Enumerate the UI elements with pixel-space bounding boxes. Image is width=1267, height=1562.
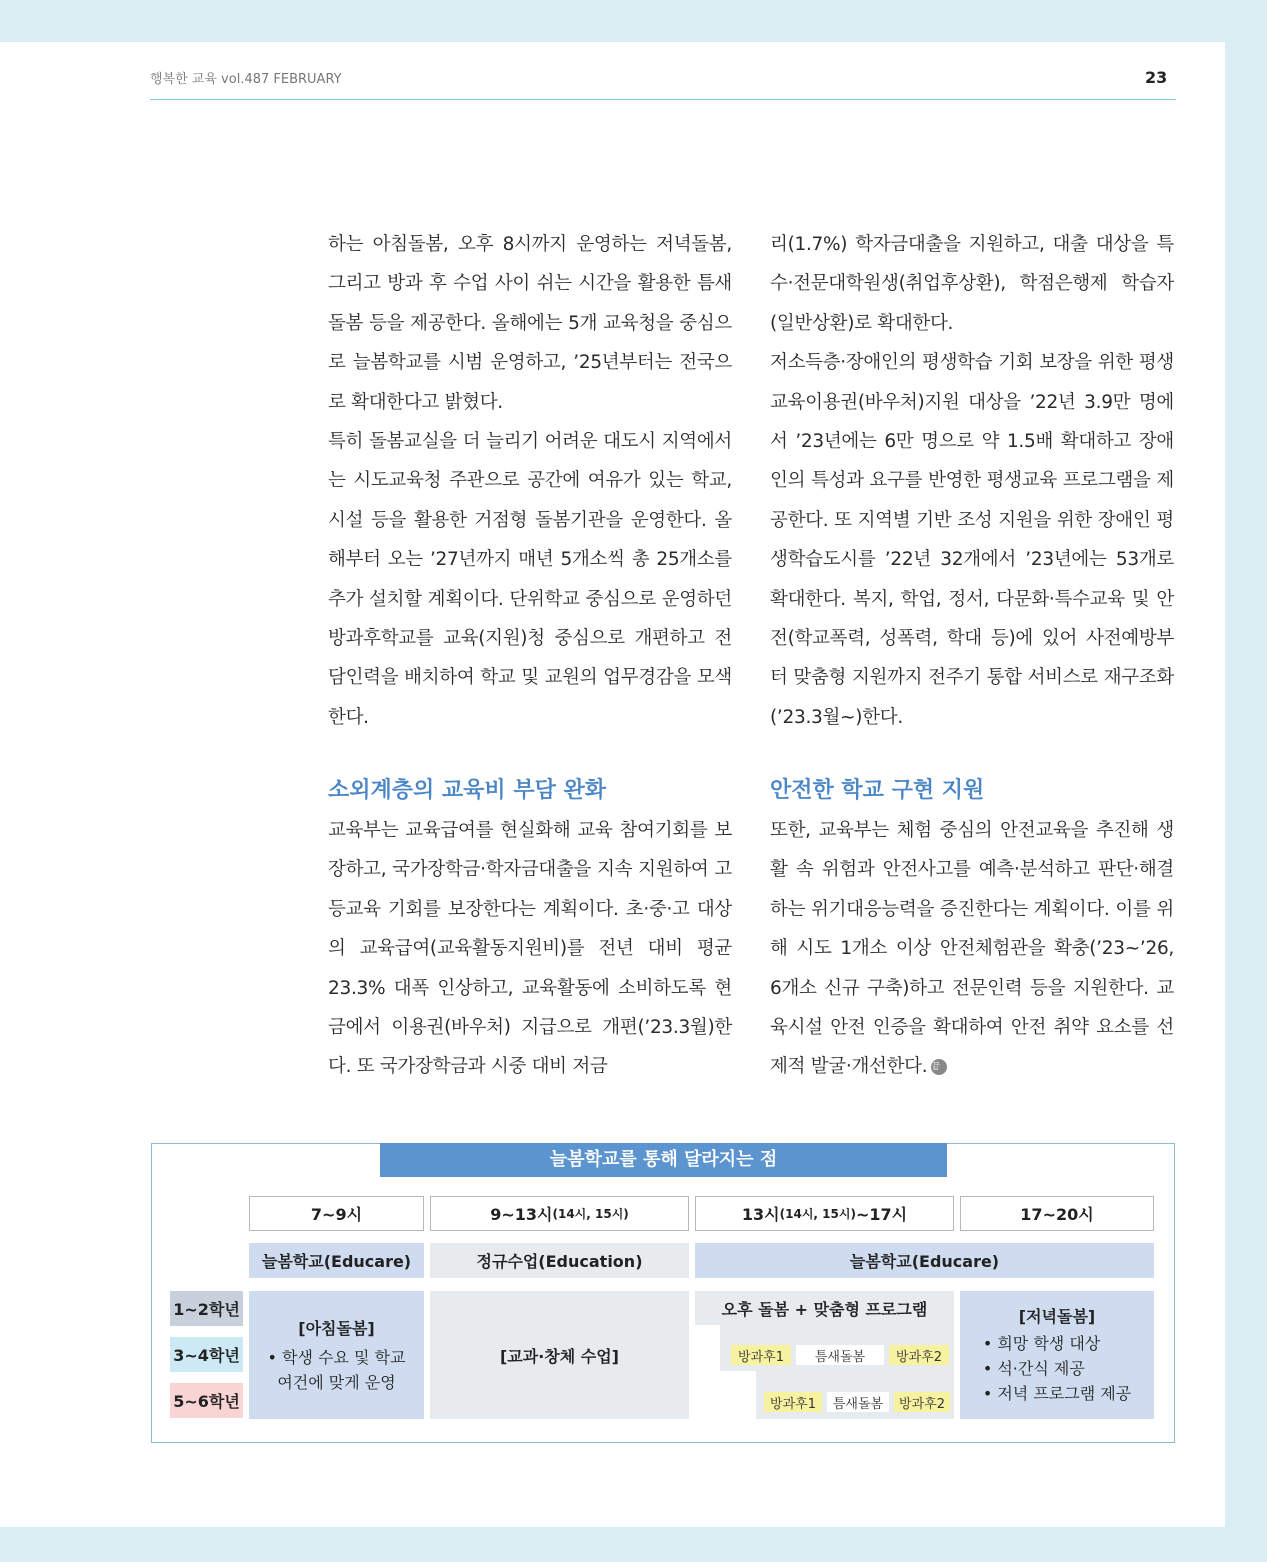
section-heading: 안전한 학교 구현 지원 xyxy=(770,778,985,803)
time-slot xyxy=(695,1196,954,1231)
section-heading: 소외계층의 교육비 부담 완화 xyxy=(328,778,607,803)
right-column-top xyxy=(770,225,1174,737)
list-item: • 희망 학생 대상 xyxy=(982,1334,1101,1353)
time-label: 9~13시 xyxy=(490,1205,553,1224)
time-slot xyxy=(960,1196,1154,1231)
header-rule xyxy=(150,99,1176,100)
diagram-title: 늘봄학교를 통해 달라지는 점 xyxy=(380,1143,947,1177)
left-column-bottom xyxy=(328,771,732,1087)
paragraph-text: 또한, 교육부는 체험 중심의 안전교육을 추진해 생활 속 위험과 안전사고를 예측·분석하고 판단·해결하는 위기대응능력을 증진한다는 계획이다. 이를 위해 시도 1개소 이상 안전체험관을 확충(’23~’26, 6개소 신규 구축)하고 전문인력 등을 지원한다. 교육시설 안전 인증을 확대하여 안전 취약 요소를 선제적 발굴·개선한다. xyxy=(770,820,1174,1078)
paragraph: 하는 아침돌봄, 오후 8시까지 운영하는 저녁돌봄, 그리고 방과 후 수업 사이 쉬는 시간을 활용한 틈새돌봄 등을 제공한다. 올해에는 5개 교육청을 중심으로 늘봄학교를 시범 운영하고, ’25년부터는 전국으로 확대한다고 밝혔다. xyxy=(328,234,732,413)
category-label: 늘봄학교(Educare) xyxy=(249,1243,424,1278)
category-label: 정규수업(Education) xyxy=(430,1243,689,1278)
category-label: 늘봄학교(Educare) xyxy=(695,1243,1154,1278)
regular-class-block: [교과·창체 수업] xyxy=(430,1291,689,1419)
afterschool-2-tag: 방과후2 xyxy=(889,1345,949,1365)
paragraph: 교육부는 교육급여를 현실화해 교육 참여기회를 보장하고, 국가장학금·학자금대출을 지속 지원하여 고등교육 기회를 보장한다는 계획이다. 초·중·고 대상의 교육급여(교육활동지원비)를 전년 대비 평균 23.3% 대폭 인상하고, 교육활동에 소비하도록 현금에서 이용권(바우처) 지급으로 개편(’23.3월)한다. 또 국가장학금과 시중 대비 저금 xyxy=(328,820,732,1078)
list-item: • 석·간식 제공 xyxy=(982,1359,1085,1378)
end-mark-icon: 끝 xyxy=(931,1059,947,1075)
time-tail: ~17시 xyxy=(855,1205,908,1224)
morning-care-bullet: • 학생 수요 및 학교 xyxy=(267,1347,406,1367)
time-sub: (14시, 15시) xyxy=(552,1207,629,1221)
paragraph: 특히 돌봄교실을 더 늘리기 어려운 대도시 지역에서는 시도교육청 주관으로 공간에 여유가 있는 학교, 시설 등을 활용한 거점형 돌봄기관을 운영한다. 올해부터 오는 ’27년까지 매년 5개소씩 총 25개소를 추가 설치할 계획이다. 단위학교 중심으로 운영하던 방과후학교를 교육(지원)청 중심으로 개편하고 전담인력을 배치하여 학교 및 교원의 업무경감을 모색한다. xyxy=(328,431,732,728)
time-label: 7~9시 xyxy=(310,1205,363,1224)
time-label: 13시 xyxy=(741,1205,780,1224)
grade-label: 3~4학년 xyxy=(170,1337,243,1372)
afterschool-2-tag: 방과후2 xyxy=(894,1392,950,1412)
paragraph: 저소득층·장애인의 평생학습 기회 보장을 위한 평생교육이용권(바우처)지원 대상을 ’22년 3.9만 명에서 ’23년에는 6만 명으로 약 1.5배 확대하고 장애인의 특성과 요구를 반영한 평생교육 프로그램을 제공한다. 또 지역별 기반 조성 지원을 위한 장애인 평생학습도시를 ’22년 32개에서 ’23년에는 53개로 확대한다. 복지, 학업, 정서, 다문화·특수교육 및 안전(학교폭력, 성폭력, 학대 등)에 있어 사전예방부터 맞춤형 지원까지 전주기 통합 서비스로 재구조화(’23.3월~)한다. xyxy=(770,352,1174,728)
gap-care-tag: 틈새돌봄 xyxy=(796,1345,884,1365)
paragraph: 리(1.7%) 학자금대출을 지원하고, 대출 대상을 특수·전문대학원생(취업후상환), 학점은행제 학습자(일반상환)로 확대한다. xyxy=(770,234,1174,334)
left-column-top xyxy=(328,225,732,737)
time-slot xyxy=(430,1196,689,1231)
page-number: 23 xyxy=(1145,68,1168,87)
afterschool-1-tag: 방과후1 xyxy=(731,1345,791,1365)
morning-care-block xyxy=(249,1291,424,1419)
afterschool-1-tag: 방과후1 xyxy=(764,1392,822,1412)
evening-care-title: [저녁돌봄] xyxy=(1018,1307,1096,1326)
list-item: • 저녁 프로그램 제공 xyxy=(982,1384,1132,1403)
time-label: 17~20시 xyxy=(1020,1205,1094,1224)
morning-care-title: [아침돌봄] xyxy=(298,1318,375,1338)
time-slot xyxy=(249,1196,424,1231)
time-sub: (14시, 15시) xyxy=(779,1207,856,1221)
afternoon-program-title: 오후 돌봄 + 맞춤형 프로그램 xyxy=(695,1291,954,1325)
right-column-bottom xyxy=(770,771,1174,1087)
morning-care-bullet-cont: 여건에 맞게 운영 xyxy=(277,1372,396,1392)
grade-label: 1~2학년 xyxy=(170,1291,243,1326)
running-header: 행복한 교육 vol.487 FEBRUARY xyxy=(150,72,342,87)
evening-care-list xyxy=(983,1331,1131,1406)
evening-care-block xyxy=(960,1291,1154,1419)
paragraph xyxy=(770,811,1174,1087)
gap-care-tag: 틈새돌봄 xyxy=(827,1392,889,1412)
grade-label: 5~6학년 xyxy=(170,1383,243,1418)
